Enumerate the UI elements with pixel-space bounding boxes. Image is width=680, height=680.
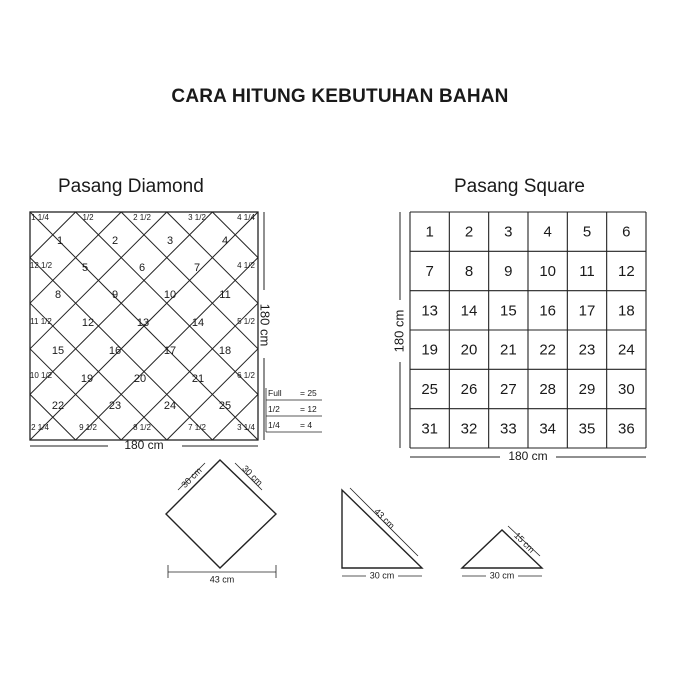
diamond-full-tile-label: 22 <box>51 399 65 412</box>
square-tile-label: 25 <box>421 380 439 398</box>
diamond-subtitle: Pasang Diamond <box>58 176 204 197</box>
square-tile-label: 18 <box>617 302 635 320</box>
square-tile-label: 19 <box>421 341 439 359</box>
square-tile-label: 31 <box>421 420 439 438</box>
diamond-half-tile-left: 10 1/2 <box>29 371 53 381</box>
diamond-full-tile-label: 1 <box>56 234 64 247</box>
diamond-half-tile-left: 12 1/2 <box>29 261 53 271</box>
square-tile-label: 7 <box>425 262 434 280</box>
diamond-full-tile-label: 21 <box>191 372 205 385</box>
diamond-dimension-bottom: 180 cm <box>124 438 164 453</box>
diamond-half-tile-top: 1/2 <box>82 213 94 223</box>
square-tile-label: 34 <box>539 420 557 438</box>
square-tile-label: 35 <box>578 420 596 438</box>
rhombus-width-label: 43 cm <box>209 574 235 585</box>
rhombus-side-left-label: 30 cm <box>179 465 204 490</box>
square-tile-label: 12 <box>617 262 635 280</box>
diamond-half-tile-bottom: 8 1/2 <box>133 423 151 433</box>
diamond-full-tile-label: 2 <box>111 234 119 247</box>
diamond-full-tile-label: 4 <box>221 234 229 247</box>
square-tile-label: 20 <box>460 341 478 359</box>
diamond-legend-value: = 12 <box>300 404 317 414</box>
diamond-dimension-right: 180 cm <box>257 303 273 347</box>
quarter-triangle-side-label: 15 cm <box>512 530 537 555</box>
diamond-full-tile-label: 14 <box>191 316 205 329</box>
diamond-full-tile-label: 11 <box>219 288 231 301</box>
diamond-quarter-tile-bottom-right: 3 1/4 <box>237 423 255 433</box>
diamond-half-tile-right: 5 1/2 <box>237 317 255 327</box>
quarter-triangle-base-label: 30 cm <box>489 570 515 581</box>
diamond-full-tile-label: 10 <box>163 288 177 301</box>
square-layout-panel <box>391 212 646 463</box>
square-tile-label: 26 <box>460 380 478 398</box>
square-subtitle: Pasang Square <box>454 176 585 197</box>
square-tile-label: 13 <box>421 302 439 320</box>
diamond-full-tile-label: 15 <box>51 344 65 357</box>
half-triangle-base-label: 30 cm <box>369 570 395 581</box>
square-tile-label: 2 <box>464 223 474 241</box>
diamond-full-tile-label: 12 <box>81 316 95 329</box>
square-tile-label: 30 <box>617 380 635 398</box>
diamond-legend-value: = 25 <box>300 388 317 398</box>
square-tile-label: 6 <box>622 223 631 241</box>
square-tile-label: 32 <box>460 420 478 438</box>
square-tile-label: 36 <box>617 420 635 438</box>
square-dimension-left: 180 cm <box>391 309 407 353</box>
square-tile-label: 5 <box>582 223 592 241</box>
diamond-full-tile-label: 23 <box>108 399 122 412</box>
square-dimension-bottom: 180 cm <box>508 449 548 464</box>
diamond-full-tile-label: 25 <box>218 399 232 412</box>
diamond-full-tile-label: 8 <box>54 288 62 301</box>
square-tile-label: 17 <box>578 302 596 320</box>
diamond-layout-panel <box>30 212 322 452</box>
diamond-half-tile-bottom: 7 1/2 <box>188 423 206 433</box>
diamond-half-tile-right: 4 1/2 <box>237 261 255 271</box>
square-tile-label: 8 <box>464 262 474 280</box>
square-tile-label: 27 <box>499 380 517 398</box>
square-tile-label: 28 <box>539 380 557 398</box>
square-tile-label: 29 <box>578 380 596 398</box>
diamond-full-tile-label: 18 <box>218 344 232 357</box>
diamond-half-tile-left: 11 1/2 <box>30 317 52 327</box>
square-tile-label: 23 <box>578 341 596 359</box>
square-tile-label: 22 <box>539 341 557 359</box>
diamond-quarter-tile-bottom-left: 2 1/4 <box>31 423 49 433</box>
diamond-full-tile-label: 16 <box>108 344 122 357</box>
diamond-legend-label: 1/2 <box>268 404 280 414</box>
diamond-full-tile-label: 6 <box>138 261 146 274</box>
diamond-full-tile-label: 17 <box>163 344 177 357</box>
square-tile-label: 24 <box>617 341 635 359</box>
square-tile-label: 14 <box>460 302 478 320</box>
diamond-full-tile-label: 9 <box>111 288 119 301</box>
diamond-full-tile-label: 7 <box>193 261 201 274</box>
rhombus-side-right-label: 30 cm <box>240 463 265 488</box>
diamond-half-tile-top: 3 1/2 <box>188 213 206 223</box>
square-tile-label: 4 <box>543 223 552 241</box>
diamond-full-tile-label: 3 <box>166 234 174 247</box>
diamond-legend-label: Full <box>268 388 282 398</box>
square-tile-label: 3 <box>504 223 513 241</box>
square-tile-label: 21 <box>499 341 517 359</box>
diamond-legend-value: = 4 <box>300 420 313 430</box>
diamond-half-tile-right: 6 1/2 <box>237 371 255 381</box>
diamond-legend-label: 1/4 <box>268 420 280 430</box>
square-tile-label: 10 <box>539 262 557 280</box>
square-tile-label: 9 <box>504 262 513 280</box>
square-tile-label: 15 <box>499 302 517 320</box>
diamond-full-tile-label: 20 <box>133 372 147 385</box>
page-title: CARA HITUNG KEBUTUHAN BAHAN <box>171 86 509 107</box>
diamond-quarter-tile-top-right: 4 1/4 <box>237 213 255 223</box>
half-triangle-tile-shape <box>342 490 422 568</box>
half-triangle-hypotenuse-label: 43 cm <box>372 506 397 531</box>
square-tile-label: 1 <box>425 223 434 241</box>
square-tile-label: 16 <box>539 302 557 320</box>
square-tile-label: 11 <box>579 262 595 280</box>
diamond-half-tile-top: 2 1/2 <box>133 213 151 223</box>
diamond-quarter-tile-top-left: 1 1/4 <box>31 213 49 223</box>
tile-shapes-panel <box>166 460 542 584</box>
diamond-full-tile-label: 24 <box>163 399 177 412</box>
diamond-half-tile-bottom: 9 1/2 <box>79 423 97 433</box>
square-tile-label: 33 <box>499 420 517 438</box>
diamond-full-tile-label: 19 <box>80 372 94 385</box>
diamond-full-tile-label: 5 <box>81 261 89 274</box>
diamond-full-tile-label: 13 <box>136 316 150 329</box>
